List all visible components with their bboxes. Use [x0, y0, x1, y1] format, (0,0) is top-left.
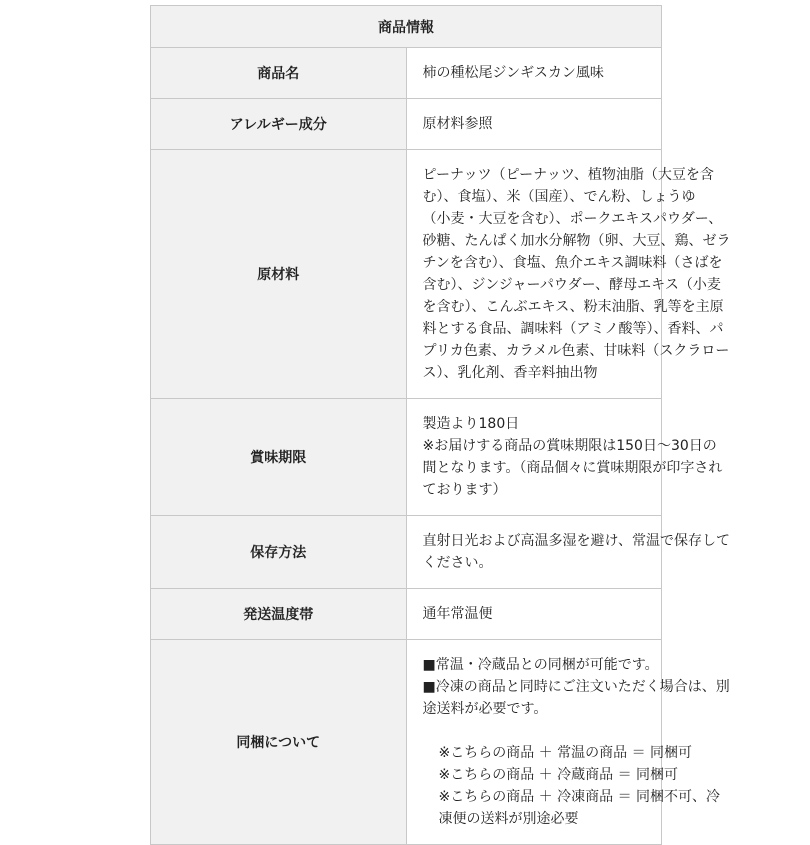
row-best-before — [151, 399, 662, 516]
table-title: 商品情報 — [151, 6, 662, 48]
value-line: 原材料参照 — [422, 116, 493, 132]
row-value — [406, 640, 730, 845]
row-label: 商品名 — [151, 48, 407, 99]
row-product-name — [151, 48, 662, 99]
value-line: ■冷凍の商品と同時にご注文いただく場合は、別 — [422, 679, 730, 695]
row-shipping-temperature — [151, 589, 662, 640]
table-header-row — [151, 6, 662, 48]
value-line: ※こちらの商品 ＋ 常温の商品 ＝ 同梱可 — [438, 745, 693, 761]
value-line: 凍便の送料が別途必要 — [438, 811, 579, 827]
row-value — [406, 516, 730, 589]
value-line: 間となります。（商品個々に賞味期限が印字され — [422, 460, 723, 476]
value-line: （小麦・大豆を含む）、ポークエキスパウダー、 — [422, 211, 723, 227]
value-line: チンを含む）、食塩、魚介エキス調味料（さばを — [422, 255, 723, 271]
value-line: ス）、乳化剤、香辛料抽出物 — [422, 365, 598, 381]
row-value — [406, 399, 723, 516]
row-label: 保存方法 — [151, 516, 407, 589]
value-line: ※お届けする商品の賞味期限は150日～30日の — [422, 438, 717, 454]
value-line: 料とする食品、調味料（アミノ酸等）、香料、パ — [422, 321, 724, 337]
value-line: を含む）、こんぶエキス、粉末油脂、乳等を主原 — [422, 299, 724, 315]
row-label: 発送温度帯 — [151, 589, 407, 640]
row-value — [406, 150, 731, 399]
value-line: む）、食塩）、米（国産）、でん粉、しょうゆ — [422, 189, 696, 205]
value-line: ※こちらの商品 ＋ 冷凍商品 ＝ 同梱不可、冷 — [438, 789, 721, 805]
value-line — [423, 720, 652, 742]
value-line: ■常温・冷蔵品との同梱が可能です。 — [422, 657, 659, 673]
value-line: 直射日光および高温多湿を避け、常温で保存して — [422, 533, 730, 549]
row-label: 原材料 — [151, 150, 407, 399]
row-storage — [151, 516, 662, 589]
row-bundling — [151, 640, 662, 845]
row-value — [406, 589, 662, 640]
value-line: ております） — [422, 482, 507, 498]
value-line: 通年常温便 — [422, 606, 493, 622]
value-line: ください。 — [422, 555, 493, 571]
value-line: ピーナッツ（ピーナッツ、植物油脂（大豆を含 — [422, 167, 714, 183]
value-line: プリカ色素、カラメル色素、甘味料（スクラロー — [422, 343, 730, 359]
product-info-panel — [150, 5, 731, 827]
value-line: 柿の種松尾ジンギスカン風味 — [422, 65, 604, 81]
value-line: 製造より180日 — [422, 416, 520, 432]
value-line: 途送料が必要です。 — [422, 701, 548, 717]
row-label: 賞味期限 — [151, 399, 407, 516]
row-label: 同梱について — [151, 640, 407, 845]
value-line: ※こちらの商品 ＋ 冷蔵商品 ＝ 同梱可 — [438, 767, 679, 783]
value-line: 含む）、ジンジャーパウダー、酵母エキス（小麦 — [422, 277, 721, 293]
row-value — [406, 48, 662, 99]
row-label: アレルギー成分 — [151, 99, 407, 150]
product-info-table — [150, 5, 731, 845]
row-ingredients — [151, 150, 662, 399]
value-line: 砂糖、たんぱく加水分解物（卵、大豆、鶏、ゼラ — [422, 233, 731, 249]
row-value — [406, 99, 662, 150]
row-allergen — [151, 99, 662, 150]
